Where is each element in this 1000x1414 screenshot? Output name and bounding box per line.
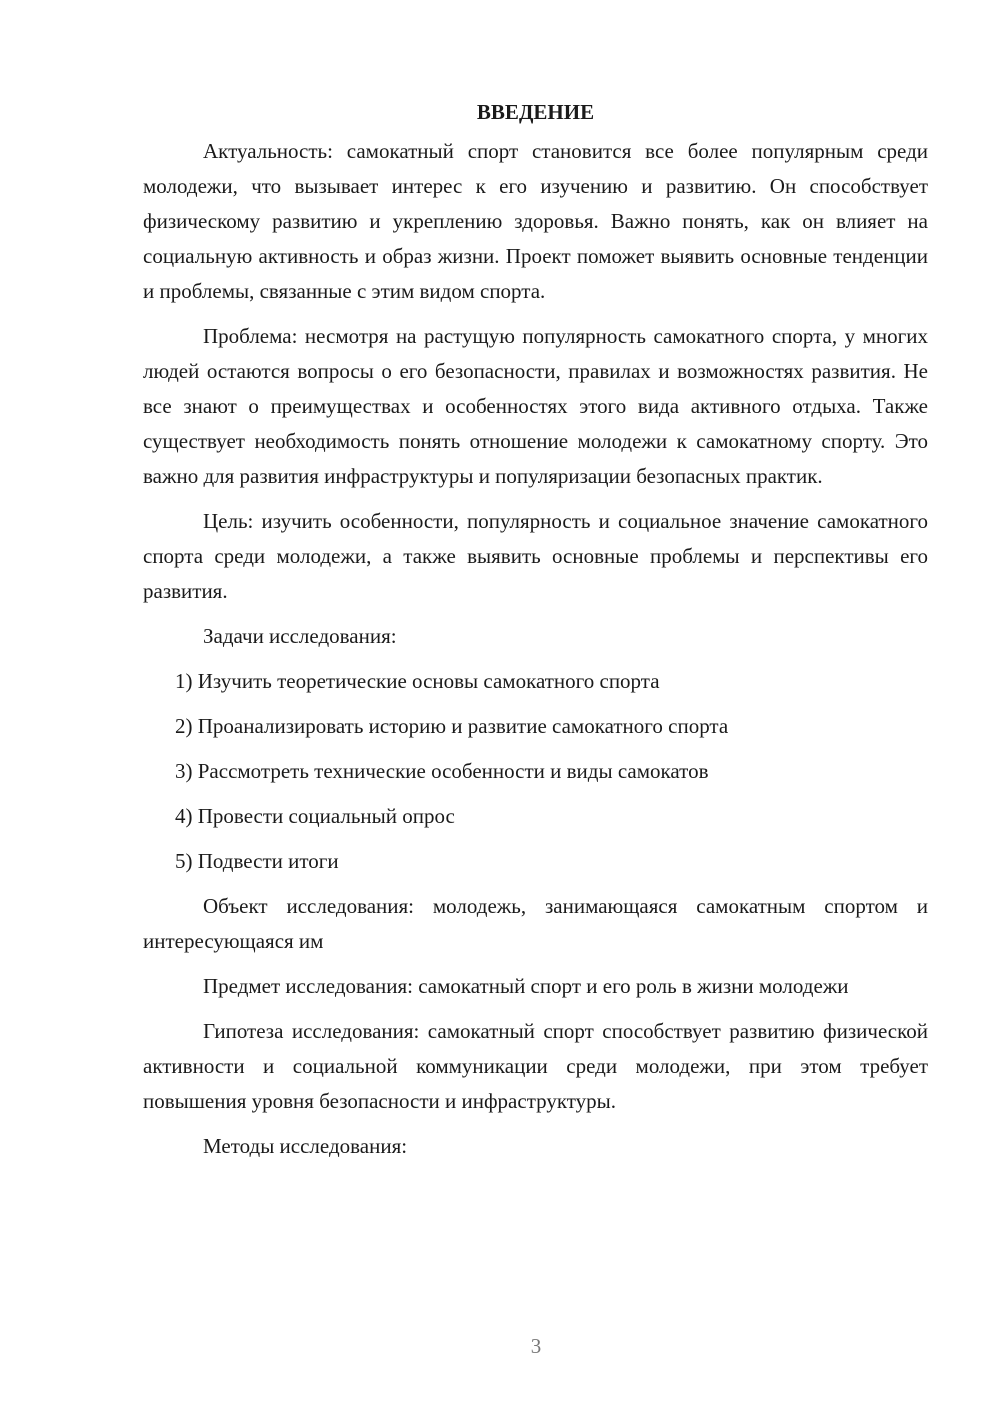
list-item: 3) Рассмотреть технические особенности и виды самокатов — [175, 759, 709, 783]
list-item: 5) Подвести итоги — [175, 849, 339, 873]
paragraph-object: Объект исследования: молодежь, занимающаяся самокатным спортом и интересующаяся им — [143, 894, 928, 953]
page-title: ВВЕДЕНИЕ — [476, 100, 595, 124]
list-item: 2) Проанализировать историю и развитие самокатного спорта — [175, 714, 729, 738]
paragraph-hypothesis: Гипотеза исследования: самокатный спорт способствует развитию физической активности и социальной коммуникации среди молодежи, при этом требует повышения уровня безопасности и инфраструктуры. — [143, 1019, 928, 1113]
paragraph-subject: Предмет исследования: самокатный спорт и его роль в жизни молодежи — [203, 974, 849, 998]
list-item: 1) Изучить теоретические основы самокатного спорта — [175, 669, 660, 693]
tasks-heading: Задачи исследования: — [203, 624, 397, 648]
paragraph-goal: Цель: изучить особенности, популярность и социальное значение самокатного спорта среди молодежи, а также выявить основные проблемы и перспективы его развития. — [143, 509, 928, 603]
methods-heading: Методы исследования: — [203, 1134, 408, 1158]
page-number: 3 — [530, 1334, 542, 1358]
document-page — [143, 98, 928, 1174]
tasks-list — [143, 664, 928, 879]
paragraph-problem: Проблема: несмотря на растущую популярность самокатного спорта, у многих людей остаются вопросы о его безопасности, правилах и возможностях развития. Не все знают о преимуществах и особенностях этого вида активного отдыха. Также существует необходимость понять отношение молодежи к самокатному спорту. Это важно для развития инфраструктуры и популяризации безопасных практик. — [143, 324, 928, 488]
paragraph-relevance: Актуальность: самокатный спорт становится все более популярным среди молодежи, что вызывает интерес к его изучению и развитию. Он способствует физическому развитию и укреплению здоровья. Важно понять, как он влияет на социальную активность и образ жизни. Проект поможет выявить основные тенденции и проблемы, связанные с этим видом спорта. — [143, 139, 928, 303]
list-item: 4) Провести социальный опрос — [175, 804, 455, 828]
